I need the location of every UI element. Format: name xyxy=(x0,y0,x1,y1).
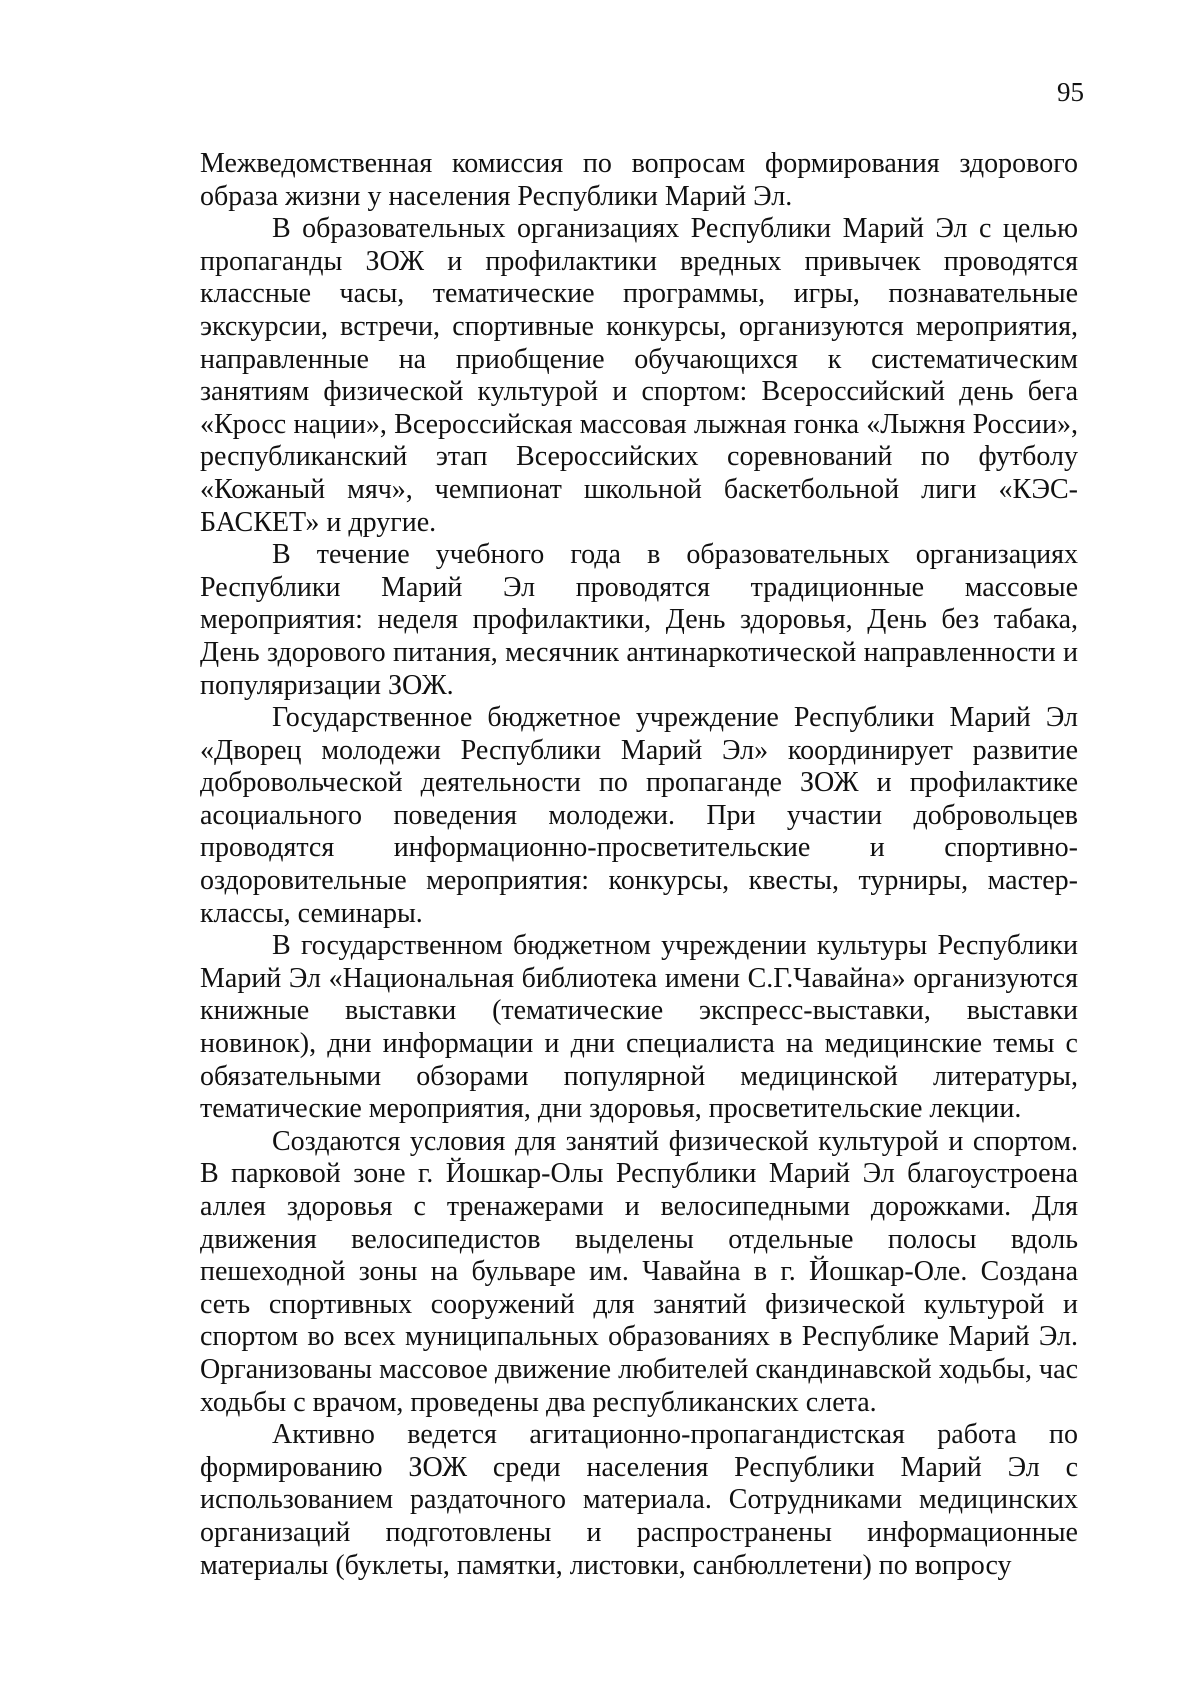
paragraph-school-year-events: В течение учебного года в образовательных организациях Республики Марий Эл проводятся традиционные массовые мероприятия: неделя профилактики, День здоровья, День без табака, День здорового питания, месячник антинаркотической направленности и популяризации ЗОЖ. xyxy=(200,539,1078,701)
paragraph-commission-continuation: Межведомственная комиссия по вопросам формирования здорового образа жизни у населения Республики Марий Эл. xyxy=(200,148,1078,212)
paragraph-national-library: В государственном бюджетном учреждении культуры Республики Марий Эл «Национальная библиотека имени С.Г.Чавайна» организуются книжные выставки (тематические экспресс-выставки, выставки новинок), дни информации и дни специалиста на медицинские темы с обязательными обзорами популярной медицинской литературы, тематические мероприятия, дни здоровья, просветительские лекции. xyxy=(200,930,1078,1125)
document-body xyxy=(200,148,1078,1582)
paragraph-sports-conditions: Создаются условия для занятий физической культурой и спортом. В парковой зоне г. Йошкар-Олы Республики Марий Эл благоустроена аллея здоровья с тренажерами и велосипедными дорожками. Для движения велосипедистов выделены отдельные полосы вдоль пешеходной зоны на бульваре им. Чавайна в г. Йошкар-Оле. Создана сеть спортивных сооружений для занятий физической культурой и спортом во всех муниципальных образованиях в Республике Марий Эл. Организованы массовое движение любителей скандинавской ходьбы, час ходьбы с врачом, проведены два республиканских слета. xyxy=(200,1125,1078,1418)
paragraph-propaganda-work: Активно ведется агитационно-пропагандистская работа по формированию ЗОЖ среди населения Республики Марий Эл с использованием раздаточного материала. Сотрудниками медицинских организаций подготовлены и распространены информационные материалы (буклеты, памятки, листовки, санбюллетени) по вопросу xyxy=(200,1419,1078,1581)
paragraph-educational-organizations: В образовательных организациях Республики Марий Эл с целью пропаганды ЗОЖ и профилактики вредных привычек проводятся классные часы, тематические программы, игры, познавательные экскурсии, встречи, спортивные конкурсы, организуются мероприятия, направленные на приобщение обучающихся к систематическим занятиям физической культурой и спортом: Всероссийский день бега «Кросс нации», Всероссийская массовая лыжная гонка «Лыжня России», республиканский этап Всероссийских соревнований по футболу «Кожаный мяч», чемпионат школьной баскетбольной лиги «КЭС-БАСКЕТ» и другие. xyxy=(200,213,1078,538)
page-number: 95 xyxy=(1057,77,1084,107)
paragraph-youth-palace: Государственное бюджетное учреждение Республики Марий Эл «Дворец молодежи Республики Марий Эл» координирует развитие добровольческой деятельности по пропаганде ЗОЖ и профилактике асоциального поведения молодежи. При участии добровольцев проводятся информационно-просветительские и спортивно-оздоровительные мероприятия: конкурсы, квесты, турниры, мастер-классы, семинары. xyxy=(200,702,1078,929)
